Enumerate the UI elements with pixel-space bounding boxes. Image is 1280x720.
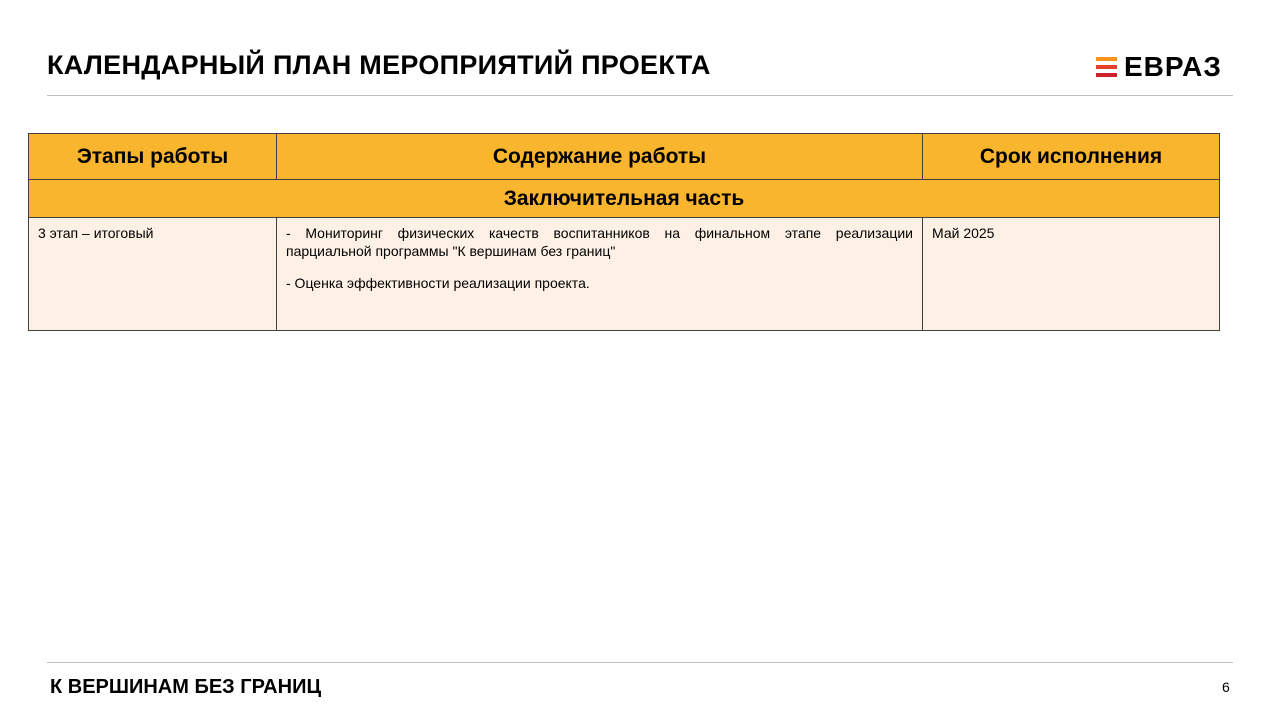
section-title: Заключительная часть: [29, 180, 1220, 218]
footer-divider: [47, 662, 1233, 663]
section-row: [29, 180, 1220, 218]
logo-text: ЕВРАЗ: [1124, 51, 1222, 82]
page-number: 6: [1222, 679, 1230, 695]
content-item: - Мониторинг физических качеств воспитанников на финальном этапе реализации парциальной программы "К вершинам без границ": [286, 225, 913, 259]
header-divider: [47, 95, 1233, 96]
page-title: КАЛЕНДАРНЫЙ ПЛАН МЕРОПРИЯТИЙ ПРОЕКТА: [47, 50, 711, 80]
logo-stripes-icon: [1096, 55, 1118, 79]
evraz-logo: [1096, 51, 1222, 82]
schedule-table: [28, 133, 1220, 331]
table-row: [29, 218, 1220, 331]
footer-project-name: К ВЕРШИНАМ БЕЗ ГРАНИЦ: [50, 676, 322, 698]
header-stages: Этапы работы: [29, 134, 277, 180]
deadline-cell: Май 2025: [923, 218, 1220, 331]
content-cell: [277, 218, 923, 331]
header-content: Содержание работы: [277, 134, 923, 180]
stage-cell: 3 этап – итоговый: [29, 218, 277, 331]
table-header-row: [29, 134, 1220, 180]
header-deadline: Срок исполнения: [923, 134, 1220, 180]
content-item: - Оценка эффективности реализации проекта.: [286, 275, 590, 291]
